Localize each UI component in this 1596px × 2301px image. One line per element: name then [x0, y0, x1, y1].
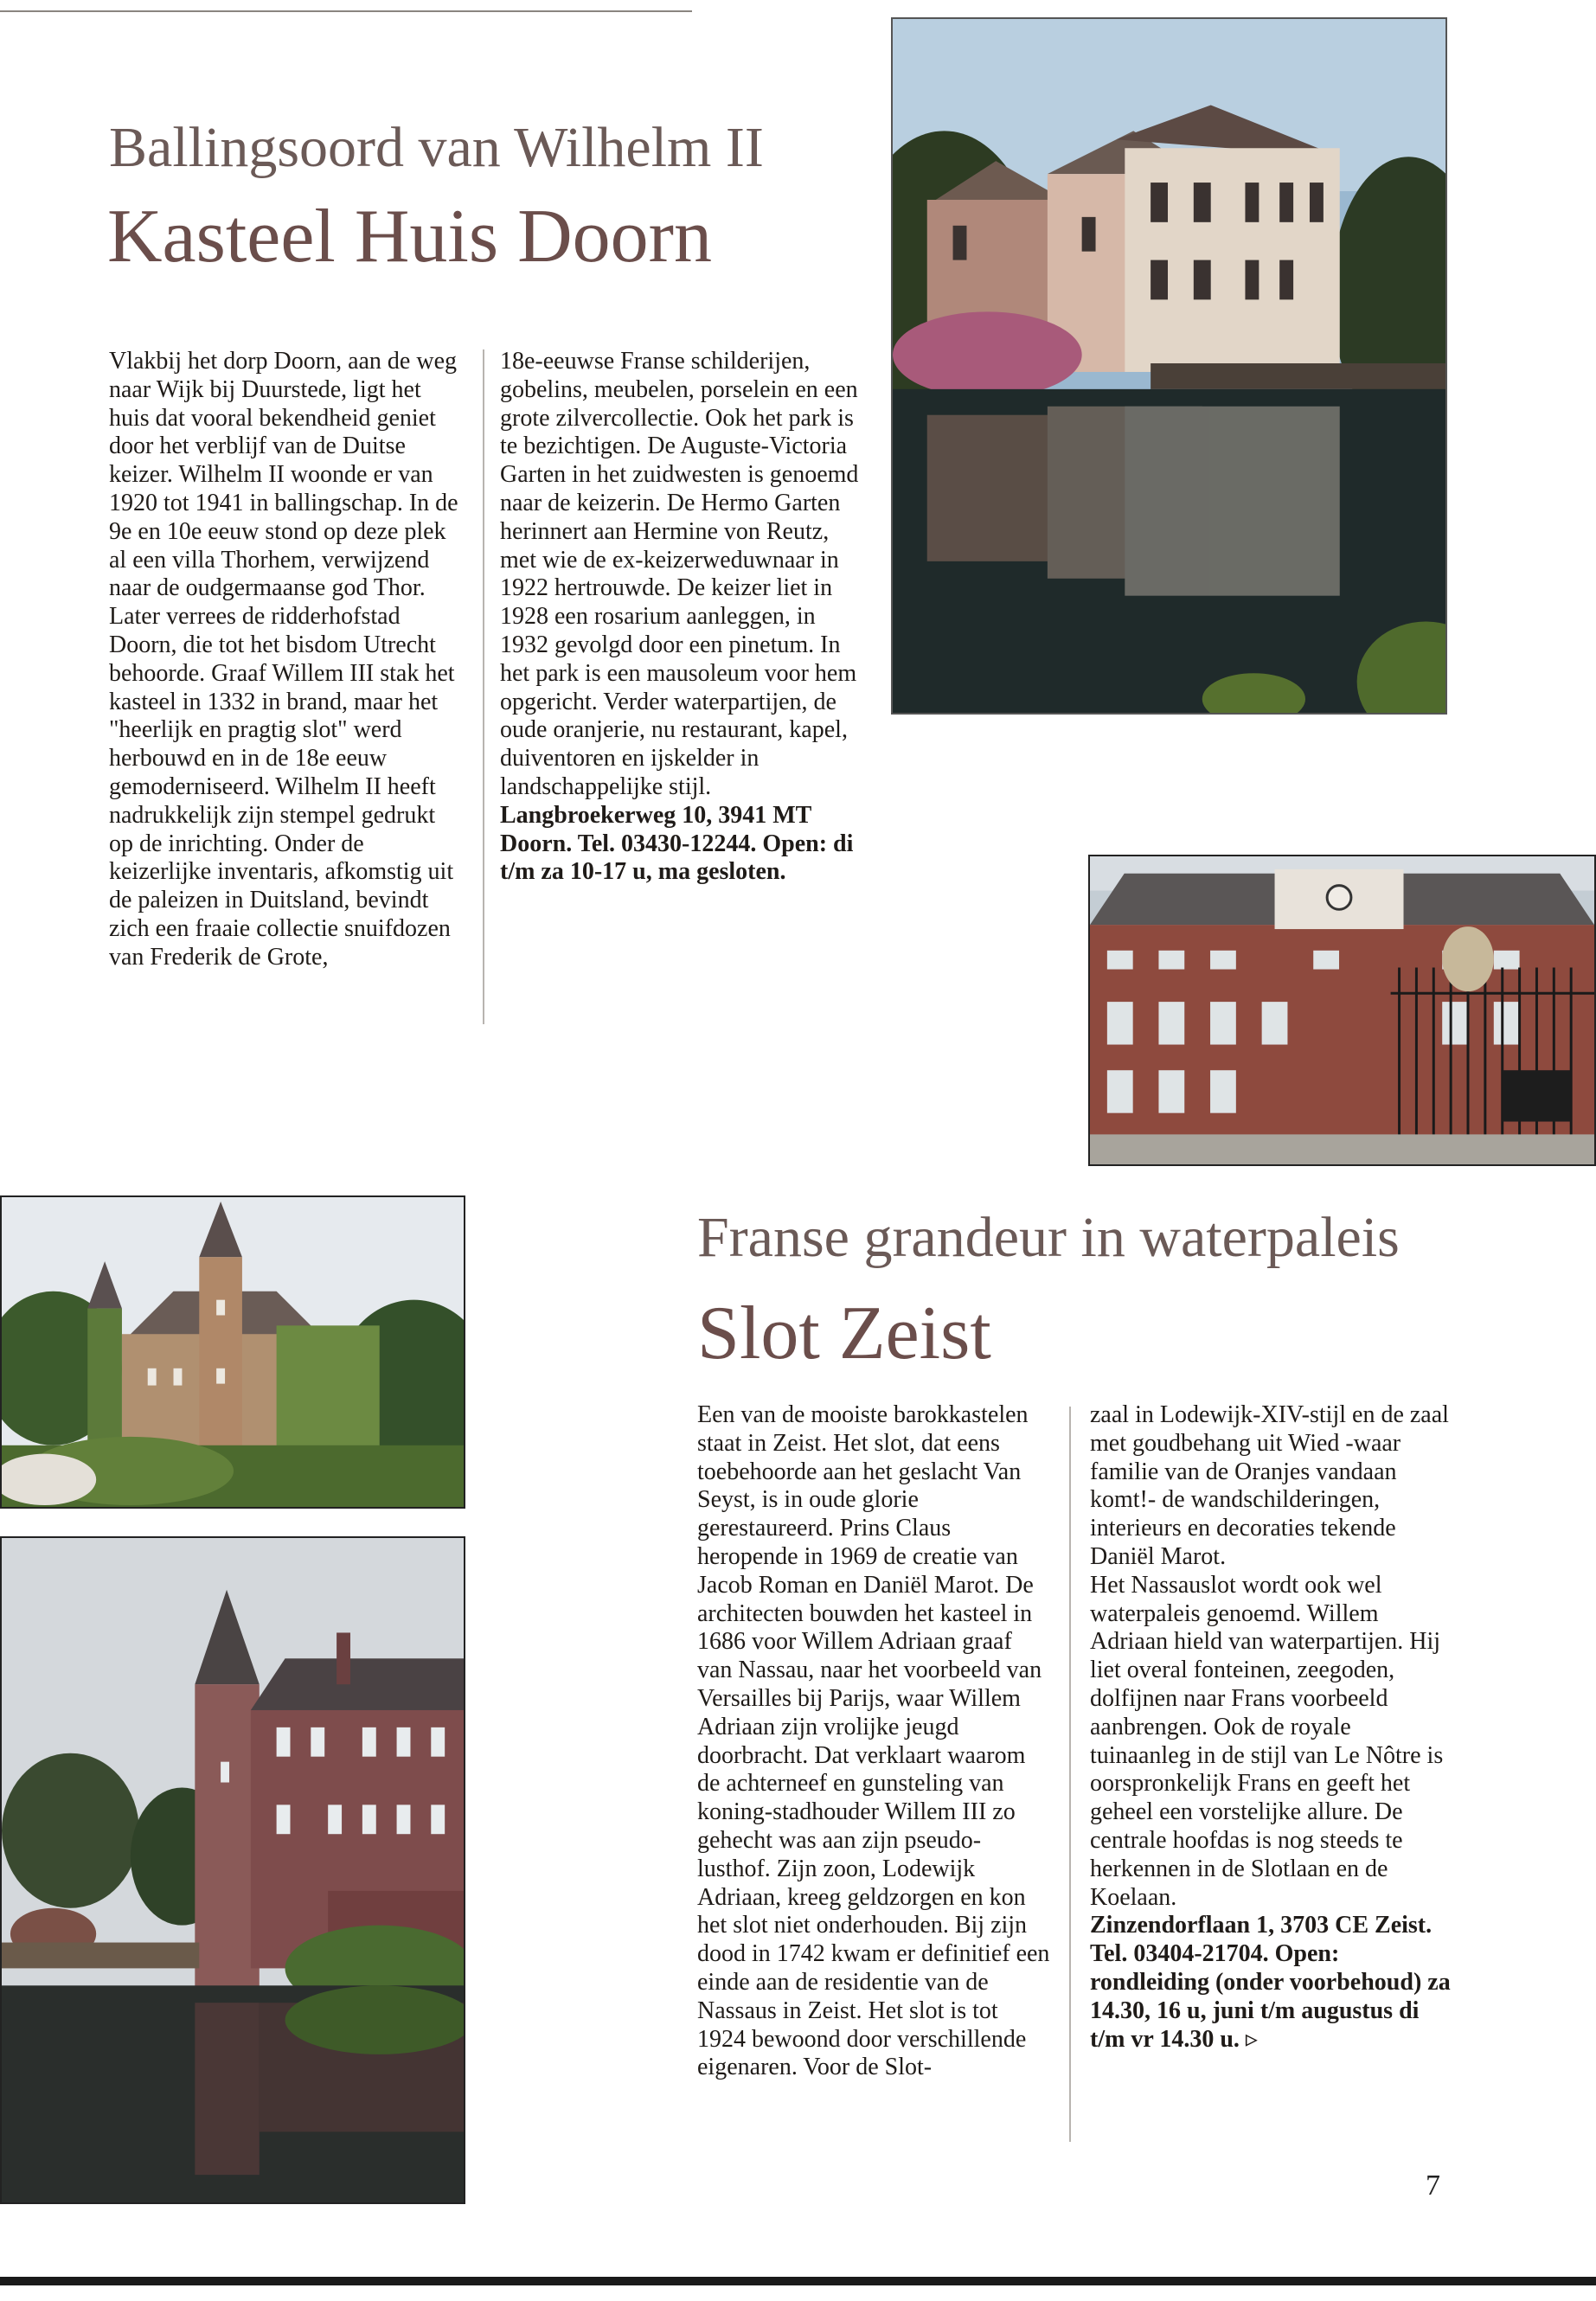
- article1-subtitle: Ballingsoord van Wilhelm II: [109, 116, 764, 179]
- slot-zeist-facade-photo: [1088, 855, 1596, 1166]
- article1-column-1: [109, 348, 464, 972]
- article2-column-1: [697, 1401, 1052, 2082]
- bottom-rule: [0, 2277, 1596, 2285]
- article2-title: Slot Zeist: [697, 1292, 991, 1375]
- article1-col1-text: Vlakbij het dorp Doorn, aan de weg naar Wijk bij Duurstede, ligt het huis dat vooral bekendheid geniet door het verblijf van de Duitse keizer. Wilhelm II woonde er van 1920 tot 1941 in ballingschap. In de 9e en 10e eeuw stond op deze plek al een villa Thorhem, verwijzend naar de oudgermaanse god Thor. Later verrees de ridderhofstad Doorn, die tot het bisdom Utrecht behoorde. Graaf Willem III stak het kasteel in 1332 in brand, maar het "heerlijk en pragtig slot" werd herbouwd en in de 18e eeuw gemoderniseerd. Wilhelm II heeft nadrukkelijk zijn stempel gedrukt op de inrichting. Onder de keizerlijke inventaris, afkomstig uit de paleizen in Duitsland, bevindt zich een fraaie collectie snuifdozen van Frederik de Grote,: [109, 348, 458, 971]
- article2-col1-text: Een van de mooiste barokkastelen staat in Zeist. Het slot, dat eens toebehoorde aan het geslacht Van Seyst, is in oude glorie gerestaureerd. Prins Claus heropende in 1969 de creatie van Jacob Roman en Daniël Marot. De architecten bouwden het kasteel in 1686 voor Willem Adriaan graaf van Nassau, naar het voorbeeld van Versailles bij Parijs, waar Willem Adriaan zijn vrolijke jeugd doorbracht. Dat verklaart waarom de achterneef en gunsteling van koning-stadhouder Willem III zo gehecht was aan zijn pseudo-lusthof. Zijn zoon, Lodewijk Adriaan, kreeg geldzorgen en kon het slot niet onderhouden. Bij zijn dood in 1742 kwam er definitief een einde aan de residentie van de Nassaus in Zeist. Het slot is tot 1924 bewoond door verschillende eigenaren. Voor de Slot-: [697, 1401, 1050, 2081]
- article2-info: [1090, 1912, 1453, 2054]
- column-divider: [483, 349, 484, 1024]
- column-divider-2: [1069, 1407, 1071, 2142]
- article2-subtitle: Franse grandeur in waterpaleis: [697, 1206, 1400, 1269]
- top-rule: [0, 10, 692, 12]
- castle-ivy-photo: [0, 1195, 465, 1509]
- article2-col2-text-a: zaal in Lodewijk-XIV-stijl en de zaal met goudbehang uit Wied -waar familie van de Oranjes vandaan komt!- de wandschilderingen, interieurs en decoraties tekende Daniël Marot.: [1090, 1401, 1449, 1570]
- article1-column-2: [500, 348, 859, 887]
- huis-doorn-photo: [891, 17, 1447, 715]
- article1-col2-text: 18e-eeuwse Franse schilderijen, gobelins, meubelen, porselein en een grote zilvercollectie. Ook het park is te bezichtigen. De Auguste-Victoria Garten in het zuidwesten is genoemd naar de keizerin. De Hermo Garten herinnert aan Hermine von Reutz, met wie de ex-keizerweduwnaar in 1922 hertrouwde. De keizer liet in 1928 een rosarium aanleggen, in 1932 gevolgd door een pinetum. In het park is een mausoleum voor hem opgericht. Verder waterpartijen, de oude oranjerie, nu restaurant, kapel, duiventoren en ijskelder in landschappelijke stijl.: [500, 348, 859, 800]
- continue-arrow-icon: ▹: [1245, 2025, 1258, 2053]
- article1-info: Langbroekerweg 10, 3941 MT Doorn. Tel. 03430-12244. Open: di t/m za 10-17 u, ma gesloten.: [500, 801, 854, 886]
- page-number: 7: [1426, 2170, 1440, 2202]
- article2-column-2: [1090, 1401, 1453, 2054]
- castle-moat-photo: [0, 1536, 465, 2204]
- article2-info-text: Zinzendorflaan 1, 3703 CE Zeist. Tel. 03404-21704. Open: rondleiding (onder voorbehoud) za 14.30, 16 u, juni t/m augustus di t/m vr 14.30 u.: [1090, 1912, 1451, 2053]
- article1-title: Kasteel Huis Doorn: [107, 195, 712, 279]
- article2-col2-text-b: Het Nassauslot wordt ook wel waterpaleis genoemd. Willem Adriaan hield van waterpartijen. Hij liet overal fonteinen, zeegoden, dolfijnen naar Frans voorbeeld aanbrengen. Ook de royale tuinaanleg in de stijl van Le Nôtre is oorspronkelijk Frans en geeft het geheel een vorstelijke allure. De centrale hoofdas is nog steeds te herkennen in de Slotlaan en de Koelaan.: [1090, 1571, 1444, 1911]
